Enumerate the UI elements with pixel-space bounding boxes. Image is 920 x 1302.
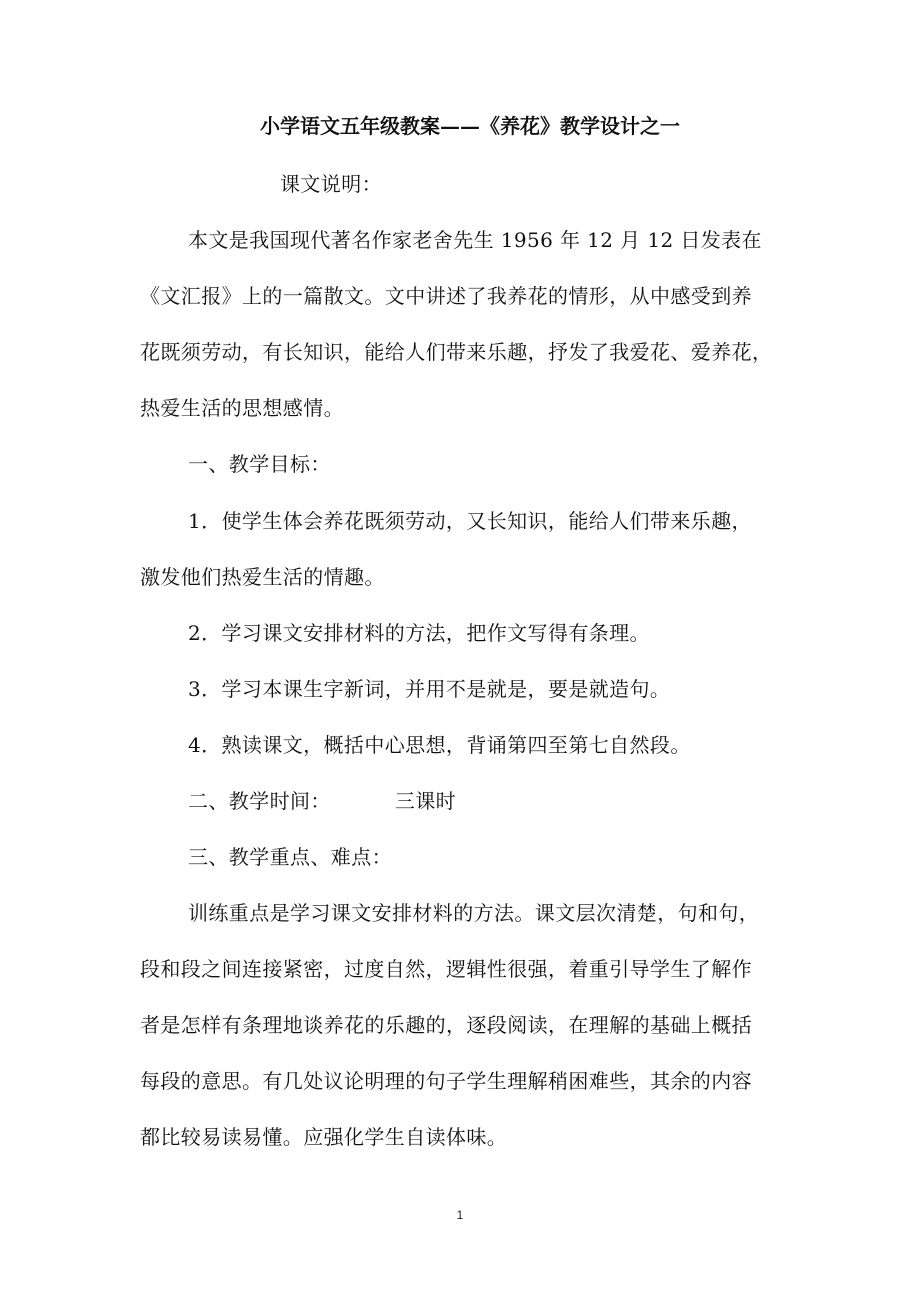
teaching-time-value: 三课时 xyxy=(394,789,457,813)
teaching-time-label: 二、教学时间： xyxy=(188,789,331,813)
paragraph-line: 热爱生活的思想感情。 xyxy=(140,396,344,420)
paragraph-line: 本文是我国现代著名作家老舍先生 1956 年 12 月 12 日发表在 xyxy=(188,228,762,252)
paragraph-line: 花既须劳动，有长知识，能给人们带来乐趣，抒发了我爱花、爱养花， xyxy=(140,340,773,364)
paragraph-line: 段和段之间连接紧密，过度自然，逻辑性很强，着重引导学生了解作 xyxy=(140,957,752,981)
paragraph-line: 训练重点是学习课文安排材料的方法。课文层次清楚，句和句， xyxy=(188,901,760,925)
list-item: 1．使学生体会养花既须劳动，又长知识，能给人们带来乐趣， xyxy=(188,509,752,533)
section-heading-text-description: 课文说明： xyxy=(280,172,382,196)
section-heading-teaching-goals: 一、教学目标： xyxy=(188,452,331,476)
section-heading-key-points: 三、教学重点、难点： xyxy=(188,845,392,869)
document-title: 小学语文五年级教案——《养花》教学设计之一 xyxy=(260,114,680,138)
section-heading-teaching-time xyxy=(188,787,848,815)
paragraph-line: 《文汇报》上的一篇散文。文中讲述了我养花的情形，从中感受到养 xyxy=(140,284,752,308)
paragraph-line: 每段的意思。有几处议论明理的句子学生理解稍困难些，其余的内容 xyxy=(140,1069,752,1093)
paragraph-line: 者是怎样有条理地谈养花的乐趣的，逐段阅读，在理解的基础上概括 xyxy=(140,1013,752,1037)
list-item: 3．学习本课生字新词，并用不是就是，要是就造句。 xyxy=(188,677,671,701)
page-number: 1 xyxy=(456,1208,464,1222)
list-item: 2．学习课文安排材料的方法，把作文写得有条理。 xyxy=(188,621,650,645)
list-item: 4．熟读课文，概括中心思想，背诵第四至第七自然段。 xyxy=(188,733,691,757)
paragraph-line: 都比较易读易懂。应强化学生自读体味。 xyxy=(140,1125,508,1149)
list-item-continuation: 激发他们热爱生活的情趣。 xyxy=(140,565,385,589)
